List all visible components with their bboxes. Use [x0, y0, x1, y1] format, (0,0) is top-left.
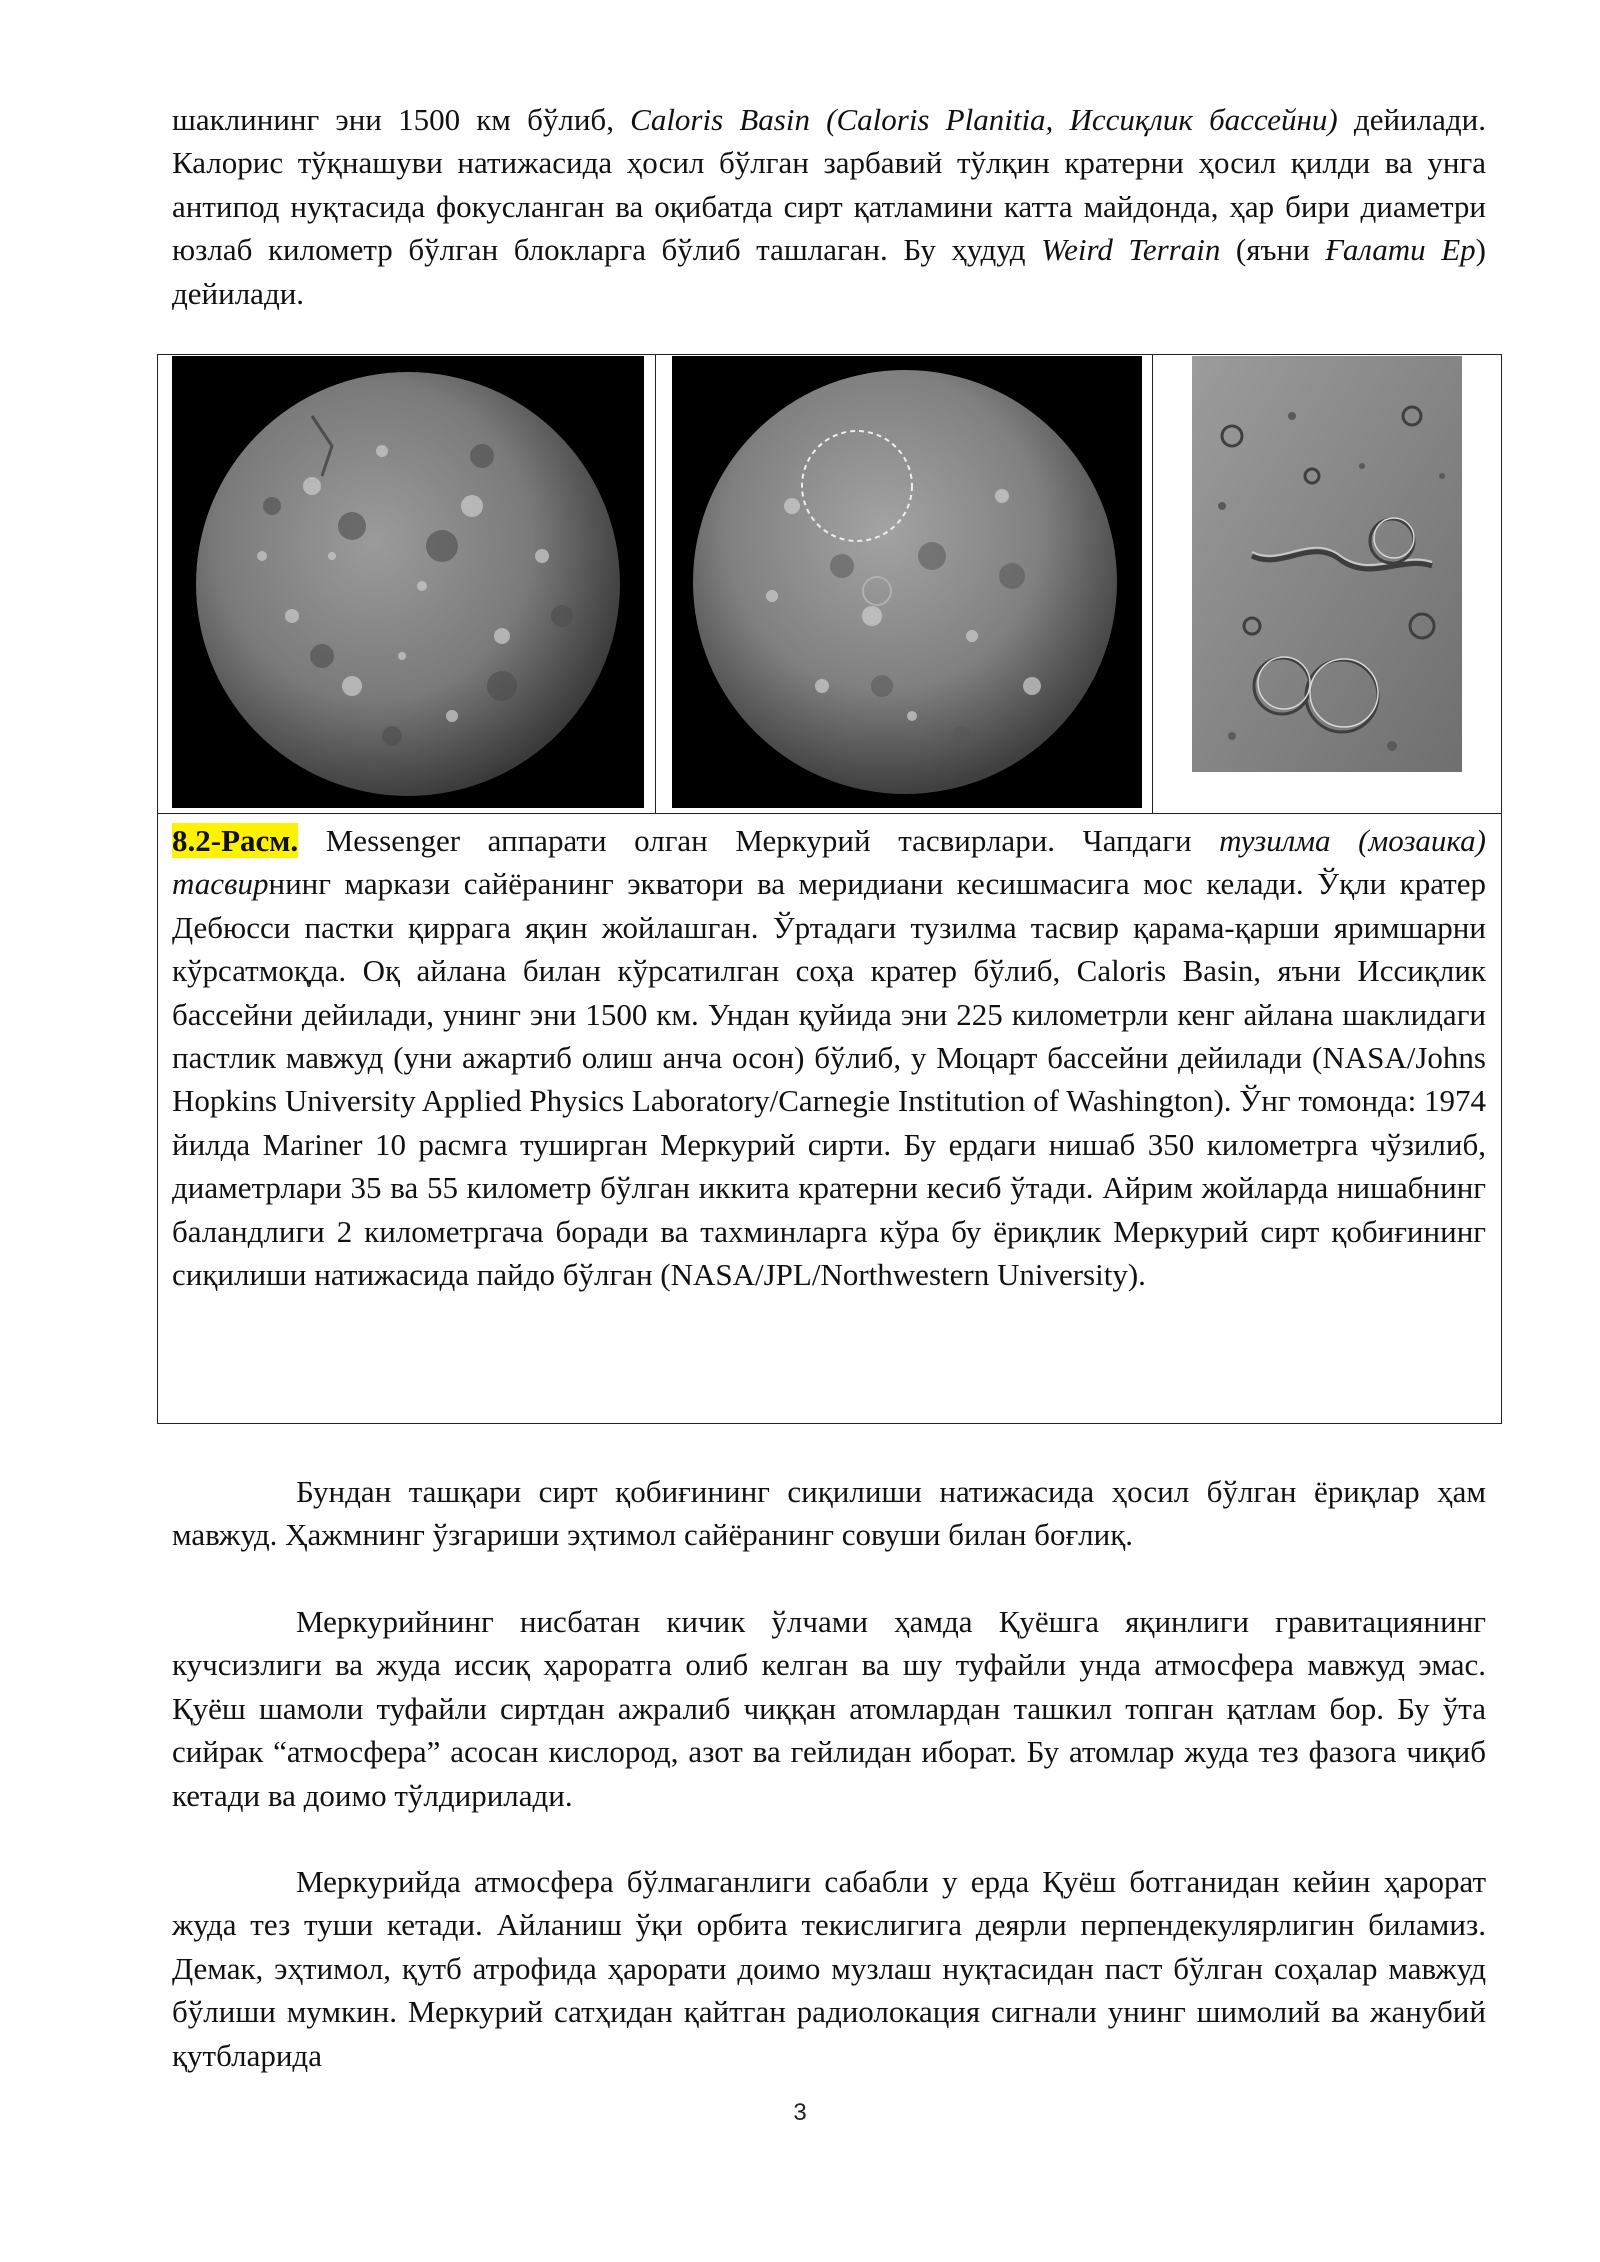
- weird-terrain-term: Weird Terrain: [1041, 232, 1221, 268]
- intro-text-5: (яъни: [1220, 232, 1326, 268]
- mercury-caloris-photo: [672, 356, 1142, 808]
- body-paragraph-4: Меркурийда атмосфера бўлмаганлиги сабабли у ерда Қуёш ботганидан кейин ҳарорат жуда тез туши кетади. Айланиш ўқи орбита текислигига деярли перпендекулярлигин биламиз. Демак, эҳтимол, қутб атрофида ҳарорати доимо музлаш нуқтасидан паст бўлган соҳалар мавжуд бўлиши мумкин. Меркурий сатҳидан қайтган радиолокация сигнали унинг шимолий ва жанубий қутбларида: [172, 1864, 1486, 2073]
- caption-text-1: Messenger аппарати олган Меркурий тасвирлари. Чапдаги: [298, 823, 1220, 858]
- figure-label: 8.2-Расм.: [172, 823, 299, 858]
- figure-column-divider-1: [655, 354, 656, 814]
- intro-paragraph: [172, 98, 1486, 315]
- caloris-basin-term: Caloris Basin (Caloris Planitia, Иссиқлик бассейни): [630, 102, 1338, 137]
- intro-text-3: дейилади. Калорис тўқнашуви натижасида ҳосил бўлган зарбавий тўлқин кратерни ҳосил қилди ва унга антипод нуқтасида фокусланган ва оқибатда сирт қатламини катта майдонда, ҳар бири диаметри юзлаб километр бўлган блокларга бўлиб ташлаган. Бу ҳудуд: [172, 102, 1486, 268]
- body-paragraph-3: Меркурийнинг нисбатан кичик ўлчами ҳамда Қуёшга яқинлиги гравитациянинг кучсизлиги ва жуда иссиқ ҳароратга олиб келган ва шу туфайли унда атмосфера мавжуд эмас. Қуёш шамоли туфайли сиртдан ажралиб чиққан атомлардан ташкил топган қатлам бор. Бу ўта сийрак “атмосфера” асосан кислород, азот ва гейлидан иборат. Бу атомлар жуда тез фазога чиқиб кетади ва доимо тўлдирилади.: [172, 1604, 1486, 1813]
- caption-italic-term: тузилма (мозаика) тасвир: [172, 823, 1486, 902]
- page-number: 3: [793, 2099, 807, 2126]
- caption-text-3: нинг маркази сайёранинг экватори ва меридиани кесишмасига мос келади. Ўқли кратер Дебюсси пастки қиррага яқин жойлашган. Ўртадаги тузилма тасвир қарама-қарши яримшарни кўрсатмоқда. Оқ айлана билан кўрсатилган соҳа кратер бўлиб, Caloris Basin, яъни Иссиқлик бассейни дейилади, унинг эни 1500 км. Ундан қуйида эни 225 километрли кенг айлана шаклидаги пастлик мавжуд (уни ажартиб олиш анча осон) бўлиб, у Моцарт бассейни дейилади (NASA/Johns Hopkins University Applied Physics Laboratory/Carnegie Institution of Washington). Ўнг томонда: 1974 йилда Mariner 10 расмга туширган Меркурий сирти. Бу ердаги нишаб 350 километрга чўзилиб, диаметрлари 35 ва 55 километр бўлган иккита кратерни кесиб ўтади. Айрим жойларда нишабнинг баландлиги 2 километргача боради ва тахминларга кўра бу ёриқлик Меркурий сирт қобиғининг сиқилиши натижасида пайдо бўлган (NASA/JPL/Northwestern University).: [172, 866, 1486, 1293]
- figure-column-divider-2: [1152, 354, 1153, 814]
- body-paragraph-2: Бундан ташқари сирт қобиғининг сиқилиши натижасида ҳосил бўлган ёриқлар ҳам мавжуд. Ҳажмнинг ўзгариши эҳтимол сайёранинг совуши билан боғлиқ.: [172, 1474, 1486, 1553]
- figure-row-divider: [157, 813, 1502, 814]
- figure-caption: [172, 819, 1486, 1296]
- mariner10-surface-photo: [1192, 356, 1462, 772]
- intro-text-7: ) дейилади.: [172, 232, 1486, 311]
- mercury-mosaic-photo: [172, 356, 644, 808]
- intro-text-1: шаклининг эни 1500 км бўлиб,: [172, 102, 631, 137]
- galati-er-term: Ғалати Ер: [1325, 232, 1476, 268]
